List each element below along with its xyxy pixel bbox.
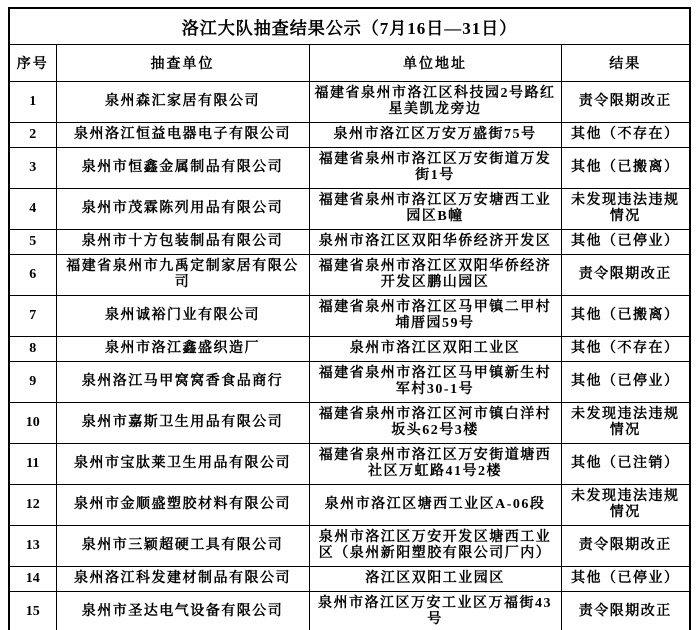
row-number-cell: 1 [9,82,56,123]
table-row [9,296,690,337]
inspection-result-cell: 责令限期改正 [561,82,690,123]
table-row [9,148,690,189]
row-number-cell: 10 [9,403,56,444]
row-number-cell: 5 [9,230,56,255]
table-row [9,485,690,526]
row-number-cell: 6 [9,255,56,296]
inspection-result-cell: 其他（不存在） [561,337,690,362]
unit-name-cell: 泉州市恒鑫金属制品有限公司 [56,148,309,189]
unit-name-cell: 泉州诚裕门业有限公司 [56,296,309,337]
row-number-cell: 2 [9,123,56,148]
row-number-cell: 4 [9,189,56,230]
table-row [9,337,690,362]
table-row [9,567,690,592]
table-row [9,592,690,630]
unit-address-cell: 福建省泉州市洛江区马甲镇二甲村埔厝园59号 [309,296,561,337]
row-number-cell: 15 [9,592,56,630]
table-row [9,82,690,123]
unit-address-cell: 福建省泉州市洛江区马甲镇新生村军村30-1号 [309,362,561,403]
unit-address-cell: 泉州市洛江区双阳华侨经济开发区 [309,230,561,255]
inspection-result-cell: 其他（已停业） [561,362,690,403]
inspection-result-cell: 未发现违法违规情况 [561,189,690,230]
unit-address-cell: 泉州市洛江区双阳工业区 [309,337,561,362]
unit-address-cell: 泉州市洛江区塘西工业区A-06段 [309,485,561,526]
row-number-cell: 9 [9,362,56,403]
unit-address-cell: 福建省泉州市洛江区河市镇白洋村坂头62号3楼 [309,403,561,444]
unit-address-cell: 泉州市洛江区万安万盛街75号 [309,123,561,148]
unit-name-cell: 泉州市宝肽莱卫生用品有限公司 [56,444,309,485]
table-row [9,362,690,403]
unit-name-cell: 泉州洛江科发建材制品有限公司 [56,567,309,592]
title-row [9,8,690,45]
unit-address-cell: 福建省泉州市洛江区万安塘西工业园区B幢 [309,189,561,230]
table-row [9,403,690,444]
unit-name-cell: 泉州森汇家居有限公司 [56,82,309,123]
table-row [9,230,690,255]
inspection-result-cell: 未发现违法违规情况 [561,485,690,526]
inspection-results-table [8,7,691,630]
unit-name-cell: 泉州市嘉斯卫生用品有限公司 [56,403,309,444]
unit-name-cell: 泉州市茂霖陈列用品有限公司 [56,189,309,230]
inspection-result-cell: 其他（已停业） [561,230,690,255]
row-number-cell: 3 [9,148,56,189]
inspection-result-cell: 其他（已停业） [561,567,690,592]
unit-name-cell: 福建省泉州市九禹定制家居有限公司 [56,255,309,296]
unit-name-cell: 泉州市十方包装制品有限公司 [56,230,309,255]
inspection-result-cell: 其他（已搬离） [561,148,690,189]
inspection-result-cell: 其他（已搬离） [561,296,690,337]
unit-address-cell: 泉州市洛江区万安开发区塘西工业区（泉州新阳塑胶有限公司厂内） [309,526,561,567]
inspection-result-cell: 其他（已注销） [561,444,690,485]
page-title: 洛江大队抽查结果公示（7月16日—31日） [9,8,690,45]
unit-address-cell: 洛江区双阳工业园区 [309,567,561,592]
inspection-result-cell: 责令限期改正 [561,592,690,630]
table-row [9,123,690,148]
column-header-no: 序号 [9,45,56,82]
row-number-cell: 14 [9,567,56,592]
column-header-name: 抽查单位 [56,45,309,82]
table-row [9,189,690,230]
unit-name-cell: 泉州洛江马甲窝窝香食品商行 [56,362,309,403]
unit-address-cell: 泉州市洛江区万安工业区万福街43号 [309,592,561,630]
unit-address-cell: 福建省泉州市洛江区万安街道万发街1号 [309,148,561,189]
table-body [9,82,690,630]
unit-name-cell: 泉州市圣达电气设备有限公司 [56,592,309,630]
unit-name-cell: 泉州市三颖超硬工具有限公司 [56,526,309,567]
unit-name-cell: 泉州洛江恒益电器电子有限公司 [56,123,309,148]
unit-name-cell: 泉州市金顺盛塑胶材料有限公司 [56,485,309,526]
inspection-result-cell: 责令限期改正 [561,255,690,296]
table-row [9,526,690,567]
unit-address-cell: 福建省泉州市洛江区万安街道塘西社区万虹路41号2楼 [309,444,561,485]
row-number-cell: 8 [9,337,56,362]
table-row [9,444,690,485]
unit-address-cell: 福建省泉州市洛江区双阳华侨经济开发区鹏山园区 [309,255,561,296]
unit-address-cell: 福建省泉州市洛江区科技园2号路红星美凯龙旁边 [309,82,561,123]
row-number-cell: 12 [9,485,56,526]
row-number-cell: 11 [9,444,56,485]
column-header-result: 结果 [561,45,690,82]
inspection-result-cell: 其他（不存在） [561,123,690,148]
table-row [9,255,690,296]
row-number-cell: 7 [9,296,56,337]
column-header-row [9,45,690,82]
inspection-result-cell: 责令限期改正 [561,526,690,567]
column-header-address: 单位地址 [309,45,561,82]
row-number-cell: 13 [9,526,56,567]
inspection-result-cell: 未发现违法违规情况 [561,403,690,444]
unit-name-cell: 泉州市洛江鑫盛织造厂 [56,337,309,362]
